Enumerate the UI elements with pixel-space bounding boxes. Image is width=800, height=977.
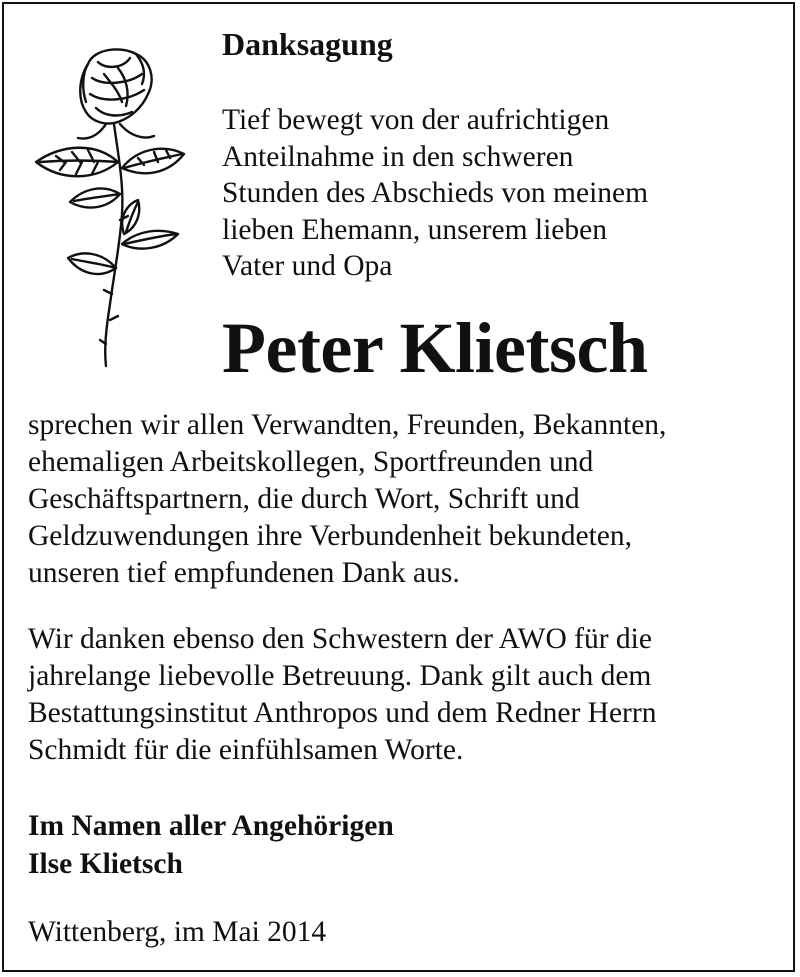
paragraph-line: Geschäftspartnern, die durch Wort, Schrift und [28, 483, 580, 515]
paragraph-line: sprechen wir allen Verwandten, Freunden, Bekannten, [28, 409, 667, 441]
intro-line: Vater und Opa [222, 250, 393, 282]
signature-name: Ilse Klietsch [28, 848, 183, 880]
intro-text [222, 102, 782, 285]
rose-icon [26, 44, 186, 379]
deceased-name: Peter Klietsch [222, 308, 648, 388]
signature-block [28, 807, 394, 883]
paragraph-line: Geldzuwendungen ihre Verbundenheit bekundeten, [28, 520, 633, 552]
intro-line: Anteilnahme in den schweren [222, 140, 574, 173]
paragraph-line: Wir danken ebenso den Schwestern der AWO für die [28, 623, 652, 655]
thanks-paragraph [28, 407, 788, 592]
paragraph-line: jahrelange liebevolle Betreuung. Dank gilt auch dem [28, 660, 652, 692]
paragraph-line: unseren tief empfundenen Dank aus. [28, 557, 460, 589]
obituary-card [2, 2, 795, 972]
intro-line: Tief bewegt von der aufrichtigen [222, 104, 610, 136]
care-thanks-paragraph [28, 621, 788, 769]
notice-title: Danksagung [222, 26, 393, 62]
paragraph-line: ehemaligen Arbeitskollegen, Sportfreunden und [28, 446, 594, 478]
place-date: Wittenberg, im Mai 2014 [28, 916, 327, 948]
intro-line: lieben Ehemann, unserem lieben [222, 213, 607, 246]
paragraph-line: Schmidt für die einfühlsamen Worte. [28, 734, 464, 766]
intro-line: Stunden des Abschieds von meinem [222, 177, 649, 209]
paragraph-line: Bestattungsinstitut Anthropos und dem Redner Herrn [28, 697, 657, 729]
signature-line: Im Namen aller Angehörigen [28, 810, 394, 842]
